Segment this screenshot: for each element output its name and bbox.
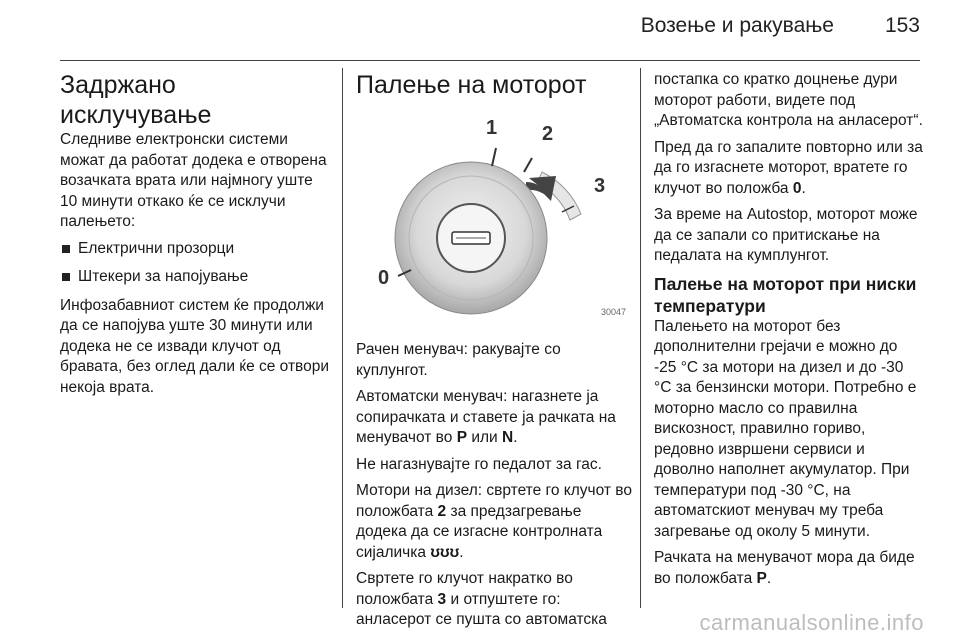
section-heading-delayed-off: Задржано исклучување [60, 71, 212, 129]
watermark: carmanualsonline.info [699, 610, 924, 635]
bullet-item: Штекери за напојување [60, 267, 332, 288]
outro-paragraph: Инфозабавниот систем ќе продолжи да се напојува уште 30 минути или додека не се извади клучот од бравата, без оглед дали ќе се отвори некоја врата. [60, 296, 330, 396]
paragraph: Рачен менувач: ракувајте со куплунгот. [356, 341, 561, 379]
position-label-0: 0 [378, 267, 390, 289]
column-divider [640, 68, 641, 608]
paragraph: постапка со кратко доцнење дури моторот работи, видете под „Автоматска контрола на анласерот“. [654, 71, 923, 129]
paragraph: Мотори на дизел: свртете го клучот во положбата 2 за предзагревање додека да се изгасне контролната сијаличка ʊʊʊ. [356, 482, 632, 561]
section-heading-cold-start: Палење на моторот при ниски температури [654, 273, 917, 316]
position-label-3: 3 [594, 175, 606, 197]
bullet-item: Електрични прозорци [60, 239, 332, 260]
paragraph: Автоматски менувач: нагазнете ја сопирачката и ставете ја рачката на менувачот во P или N. [356, 388, 616, 446]
paragraph: Палењето на моторот без дополнителни грејачи е можно до -25 °C за мотори на дизел и до -30 °C за бензински мотори. Потребно е моторно масло со правилна вискозност, правилно гориво, редовно извршени сервиси и доволно наполнет акумулатор. При температури под -30 °C, на автоматскиот менувач му треба загревање од околу 5 минути. [654, 317, 917, 540]
section-heading-engine-start: Палење на моторот [356, 71, 587, 99]
page-number: 153 [884, 14, 920, 37]
ignition-switch-figure [356, 106, 634, 324]
paragraph: Рачката на менувачот мора да биде во положбата P. [654, 549, 915, 587]
paragraph: Пред да го запалите повторно или за да го изгаснете моторот, вратете го клучот во положба 0. [654, 138, 923, 197]
column-1 [60, 70, 332, 404]
preheat-indicator-icon: ʊʊʊ [430, 543, 460, 561]
paragraph: Не нагазнувајте го педалот за гас. [356, 455, 602, 473]
intro-paragraph: Следниве електронски системи можат да работат додека е отворена возачката врата или најмногу уште 10 минути откако ќе се исклучи палењето: [60, 131, 327, 230]
header-rule [60, 60, 920, 61]
paragraph: За време на Autostop, моторот може да се запали со притискање на педалата на кумплунгот. [654, 206, 918, 264]
column-3 [654, 70, 924, 595]
paragraph: Свртете го клучот накратко во положбата 3 и отпуштете го: анласерот се пушта со автоматска [356, 570, 607, 628]
running-header: Возење и ракување [640, 14, 834, 37]
position-label-2: 2 [542, 123, 554, 145]
column-divider [342, 68, 343, 608]
position-label-1: 1 [486, 117, 498, 139]
column-2 [356, 70, 632, 637]
figure-id: 30047 [600, 306, 626, 317]
ignition-illustration [356, 106, 634, 324]
